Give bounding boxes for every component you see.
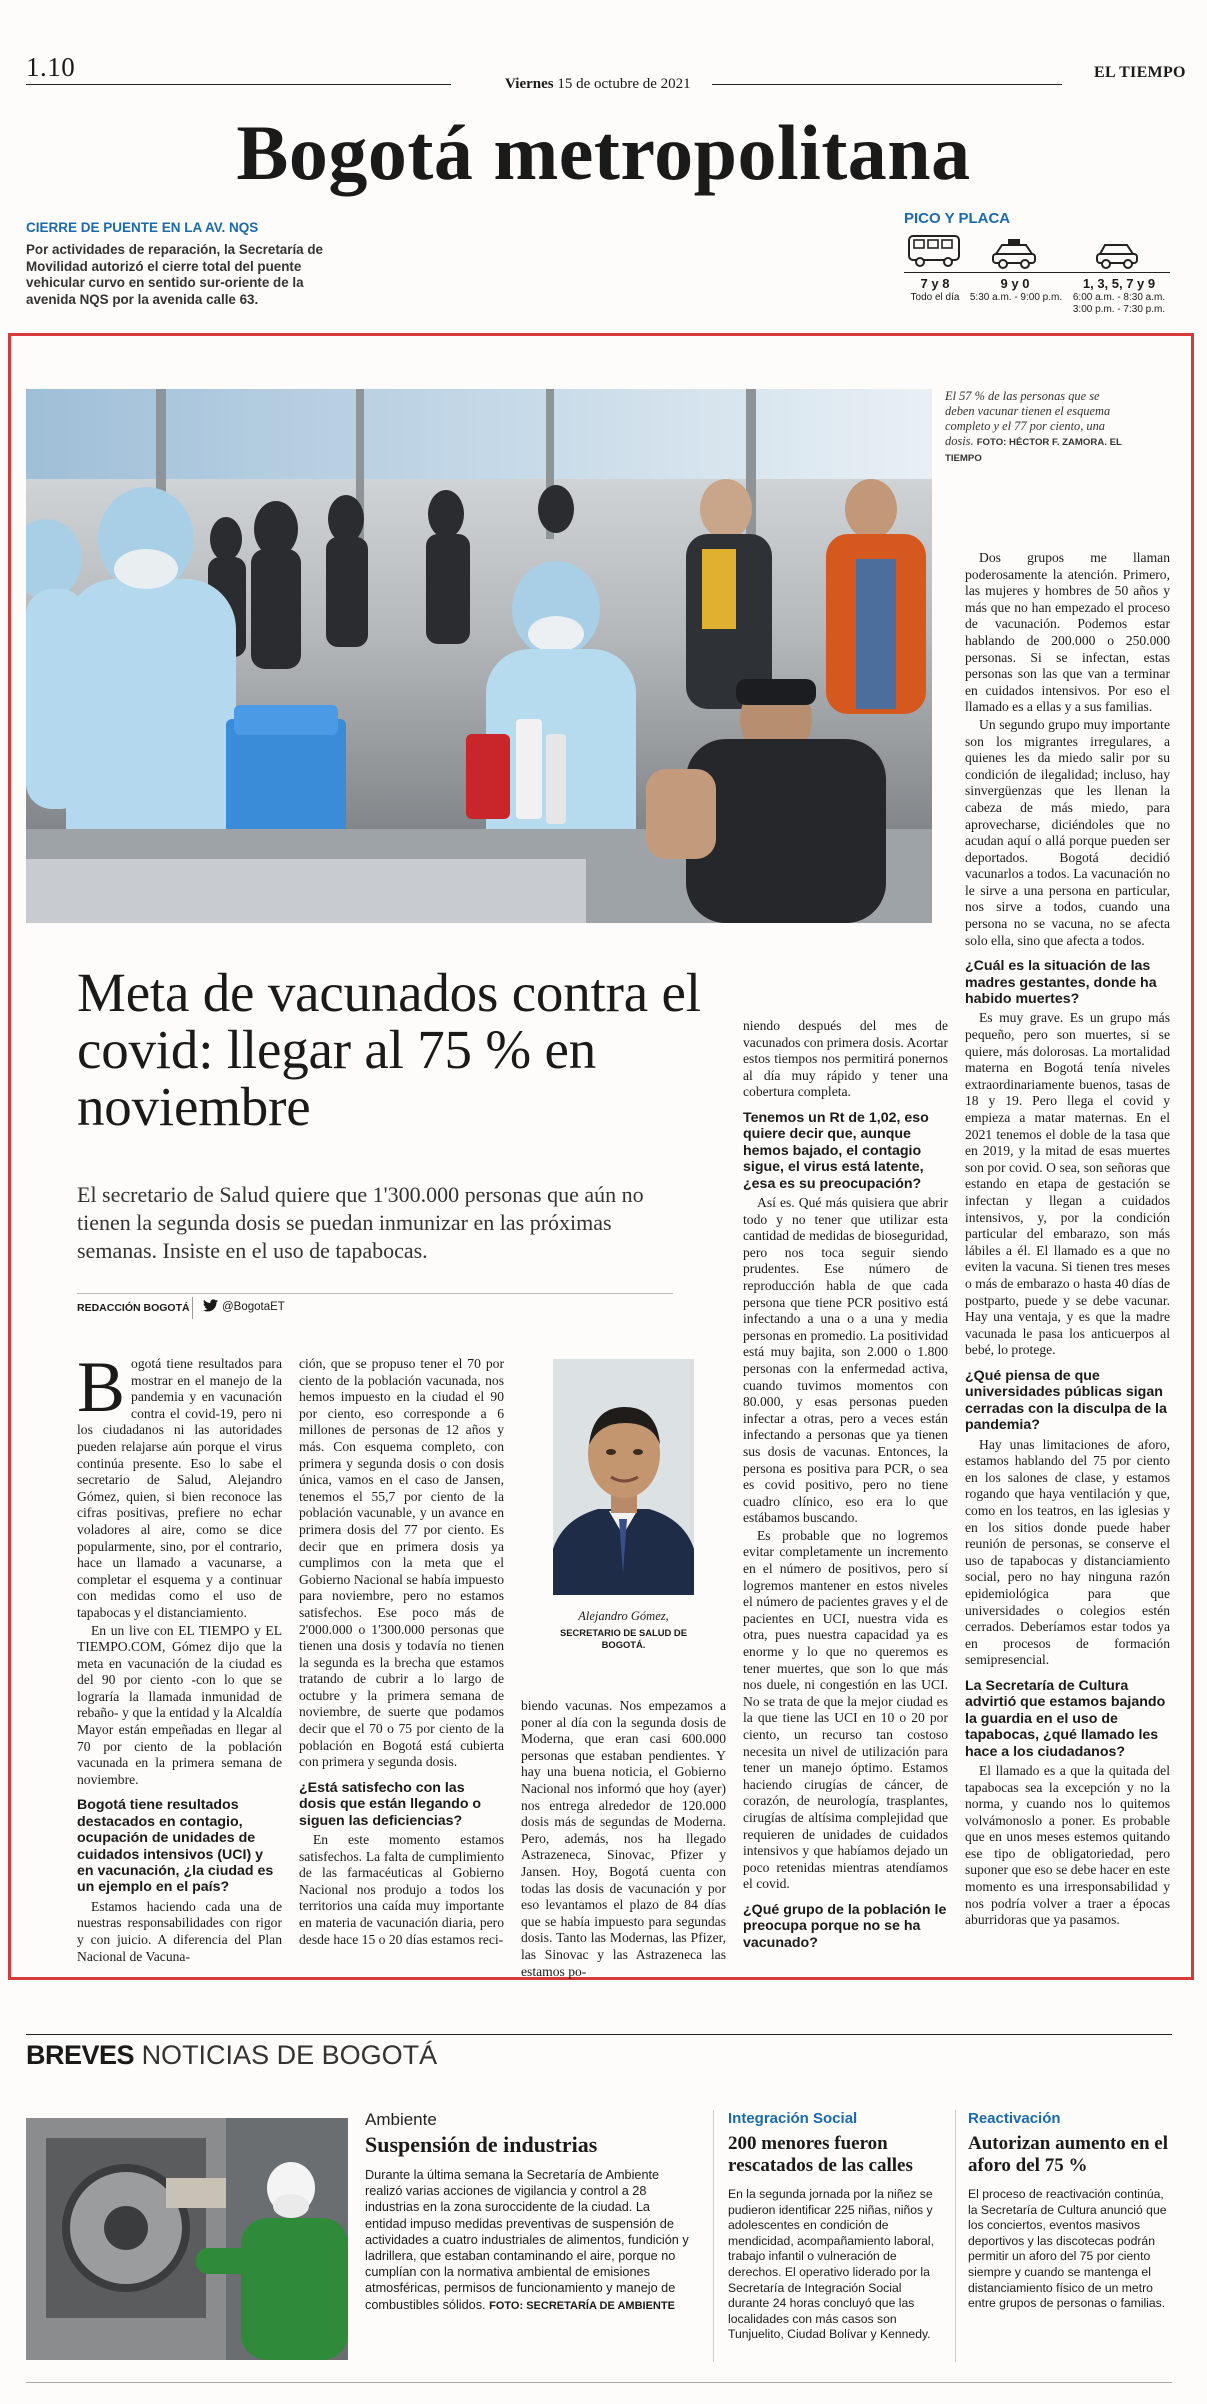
article-col-4	[743, 1018, 948, 1954]
brief-headline: CIERRE DE PUENTE EN LA AV. NQS	[26, 220, 259, 235]
page-number: 1.10	[26, 52, 76, 82]
question-2: ¿Está satisfecho con las dosis que están llegando o siguen las deficiencias?	[299, 1779, 482, 1829]
date-rest: 15 de octubre de 2021	[557, 76, 691, 92]
car-icon	[1094, 240, 1140, 275]
col4-p2: Así es. Qué más quisiera que abrir todo y no tener que utilizar esta cantidad de medidas de bioseguridad, pero nos toca seguir siendo prudentes. Ese número de reproducción habla de que cada persona que tiene PCR positivo está infectando a una o a una y media personas en promedio. La positividad está muy bajita, son 2.000 o 1.800 personas con la enfermedad activa, cuando tuvimos momentos con 80.000, y esas personas pueden infectar a otras, pero a veces están infectando a personas que ya tienen sus dosis de vacunas. Entonces, la persona es positiva para PCR, o sea es covid positivo, pero no tiene cuadro clínico, eso era lo que estábamos buscando.	[743, 1195, 948, 1526]
col1-p1: ogotá tiene resultados para mostrar en el manejo de la pandemia y en vacunación contra el covid-19, pero ni los ciudadanos ni las autoridades pueden relajarse aún porque el virus continúa presente. Eso lo sabe el secretario de Salud, Alejandro Gómez, quien, si bien reconoce las cifras positivas, prefiere no echar voladores al aire, como se dice popularmente, sino, por el contrario, hace un llamado a vacunarse, a completar el esquema y a continuar con medidas como el uso de tapabocas y el distanciamiento.	[77, 1356, 282, 1620]
col1-p3: Estamos haciendo cada una de nuestras responsabilidades con rigor y con juicio. A diferencia del Plan Nacional de Vacuna-	[77, 1898, 282, 1964]
pico-placa-title: PICO Y PLACA	[904, 210, 1011, 227]
pico-bus-hours: Todo el día	[910, 292, 960, 303]
question-5: ¿Cuál es la situación de las madres gestantes, donde ha habido muertes?	[965, 958, 1157, 1008]
article-col-5	[965, 550, 1170, 1930]
breve-3	[968, 2110, 1173, 2312]
newspaper-logo: EL TIEMPO	[1094, 64, 1186, 81]
breve-3-text: El proceso de reactivación continúa, la Secretaría de Cultura anunció que los conciertos, eventos masivos deportivos y las discotecas podrán permitir un aforo del 75 por ciento siempre y cuando se mantenga el distanciamiento físico de un metro entre grupos de personas o familias.	[968, 2187, 1167, 2311]
breve-1-text-block	[365, 2167, 695, 2314]
breve-2	[728, 2110, 941, 2343]
question-1: Bogotá tiene resultados destacados en contagio, ocupación de unidades de cuidados intensivos (UCI) y en vacunación, ¿la ciudad es un ejemplo en el país?	[77, 1797, 274, 1896]
brief-text: Por actividades de reparación, la Secretaría de Movilidad autorizó el cierre total del puente vehicular curvo en sentido sur-oriente de la avenida NQS por la avenida calle 63.	[26, 242, 323, 307]
col3-p1: biendo vacunas. Nos empezamos a poner al día con la segunda dosis de Moderna, que eran casi 600.000 personas que estaban pendientes. Y hay una buena noticia, el Gobierno Nacional nos informó que hoy (ayer) nos entrega alrededor de 120.000 dosis más de segundas de Moderna. Pero, además, nos ha llegado Astrazeneca, Sinovac, Pfizer y Jansen. Hoy, Bogotá cuenta con todas las dosis de vacunación y por eso levantamos el plazo de 84 días que se había impuesto para segundas dosis. Tanto las Modernas, las Pfizer, las Sinovac y las Astrazeneca las estamos po-	[521, 1698, 726, 1979]
masthead-date	[505, 76, 691, 93]
pico-taxi-plates: 9 y 0	[1000, 276, 1030, 291]
breve-1-headline: Suspensión de industrias	[365, 2132, 598, 2157]
col5-p2: Un segundo grupo muy importante son los migrantes irregulares, a quienes les da miedo salir por su condición de ilegalidad; incluso, hay sinvergüenzas que les llenan la cabeza de más miedo, para aprovecharse, diciéndoles que no acudan aquí o allá porque pueden ser deportados. Bogotá decidió vacunarlos a todos. La vacunación no le sirve a una persona en particular, nos sirve a todos, cuando una persona no se vacuna, no se afecta solo ella, sino que afecta a todos.	[965, 716, 1170, 948]
article-col-1	[77, 1347, 282, 1966]
question-7: La Secretaría de Cultura advirtió que estamos bajando la guardia en el uso de tapabocas, ¿qué llamado les hace a los ciudadanos?	[965, 1677, 1166, 1760]
breve-2-text: En la segunda jornada por la niñez se pudieron identificar 225 niñas, niños y adolescentes en condición de mendicidad, acompañamiento laboral, trabajo infantil o vulneración de derechos. El operativo liderado por la Secretaría de Integración Social durante 24 horas concluyó que las localidades con más casos son Tunjuelito, Ciudad Bolívar y Kennedy.	[728, 2187, 934, 2342]
article-headline: Meta de vacunados contra el covid: llegar al 75 % en noviembre	[77, 962, 701, 1137]
breves-divider-2	[955, 2110, 956, 2362]
article-subhead: El secretario de Salud quiere que 1'300.000 personas que aún no tienen la segunda dosis se puedan inmunizar en las próximas semanas. Insiste en el uso de tapabocas.	[77, 1182, 644, 1263]
pico-car-hours-2: 3:00 p.m. - 7:30 p.m.	[1072, 304, 1166, 315]
col1-p2: En un live con EL TIEMPO y EL TIEMPO.COM, Gómez dijo que la meta en vacunación de la ciudad es del 90 por ciento -con lo que se lograría la llamada inmunidad de rebaño- y que la entidad y la Alcaldía Mayor están empeñadas en llegar al 70 por ciento de la población vacunada en la primera semana de noviembre.	[77, 1622, 282, 1787]
question-4: ¿Qué grupo de la población le preocupa porque no se ha vacunado?	[743, 1901, 947, 1951]
pico-bus-plates: 7 y 8	[920, 276, 950, 291]
footer-rule	[26, 2382, 1172, 2383]
bus-icon	[906, 232, 962, 273]
question-3: Tenemos un Rt de 1,02, eso quiere decir que, aunque hemos bajado, el contagio sigue, el virus está latente, ¿esa es su preocupación?	[743, 1109, 929, 1192]
pico-taxi-hours: 5:30 a.m. - 9:00 p.m.	[969, 292, 1063, 303]
photo-credit: FOTO: HÉCTOR F. ZAMORA. EL TIEMPO	[945, 437, 1122, 464]
masthead-rule-right	[712, 84, 1062, 85]
pico-car-hours: 6:00 a.m. - 8:30 a.m.	[1072, 292, 1166, 303]
breves-label-light: NOTICIAS DE BOGOTÁ	[141, 2040, 438, 2070]
pico-car-plates: 1, 3, 5, 7 y 9	[1082, 276, 1156, 291]
breve-3-headline: Autorizan aumento en el aforo del 75 %	[968, 2133, 1169, 2176]
byline-rule	[77, 1293, 673, 1294]
taxi-icon	[990, 238, 1038, 275]
breve-1-kicker: Ambiente	[365, 2110, 437, 2129]
breves-label-bold: BREVES	[26, 2040, 135, 2070]
portrait-photo	[553, 1359, 694, 1595]
article-col-3	[521, 1698, 726, 1981]
portrait-caption-role: SECRETARIO DE SALUD DE BOGOTÁ.	[560, 1627, 687, 1650]
masthead-rule-left	[26, 84, 451, 85]
col2-p1: ción, que se propuso tener el 70 por ciento de la población vacunada, nos hemos impuesto en la ciudad el 90 por ciento, eso corresponde a 6 millones de personas de 12 años y más. Con esquema completo, con primera y segunda dosis o con dosis única, vamos en el caso de Jansen, tenemos el 55,7 por ciento de la población vacunable, y un avance en primera dosis del 77 por ciento. Es decir que en primera dosis ya cumplimos con la meta que el Gobierno Nacional se había impuesto para noviembre, pero no estamos satisfechos. Ese poco más de 2'000.000 o 1'300.000 personas que tienen una dosis y todavía no tienen la segunda es la brecha que estamos tratando de cubrir a lo largo de octubre y la primera semana de noviembre, de suerte que podamos decir que el 70 o 75 por ciento de la población en Bogotá está cubierta con primera y segunda dosis.	[299, 1356, 504, 1770]
col2-p2: En este momento estamos satisfechos. La falta de cumplimiento de las farmacéuticas al Gobierno Nacional nos produjo a todos los territorios una caída muy importante en materia de vacunación diaria, pero desde hace 15 o 20 días estamos reci-	[299, 1832, 504, 1947]
vaccination-photo	[26, 389, 932, 923]
drop-cap: B	[77, 1347, 126, 1427]
col5-p4: Hay unas limitaciones de aforo, estamos hablando del 75 por ciento en los salones de clase, y estamos rogando que haya ventilación y que, como en los teatros, en las iglesias y en los sitios donde puede haber reunión de personas, se conserve el uso de tapabocas y distanciamiento social, pero no hay ninguna razón epidemiológica para que universidades o colegios estén cerrados. Deberíamos estar todos ya en procesos de formación semipresencial.	[965, 1436, 1170, 1668]
twitter-handle: @BogotaET	[222, 1301, 285, 1313]
breve-1-text: Durante la última semana la Secretaría de Ambiente realizó varias acciones de vigilancia y control a 28 industrias en la zona suroccidente de la ciudad. La entidad impuso medidas preventivas de suspensión de actividades a cuatro industriales de alimentos, fundición y ladrillera, que estaban contaminando el aire, porque no cumplían con la normativa ambiental de emisiones atmosféricas, permisos de funcionamiento y manejo de combustibles sólidos.	[365, 2168, 689, 2312]
breve-2-headline: 200 menores fueron rescatados de las calles	[728, 2133, 913, 2176]
breve-1-credit: FOTO: SECRETARÍA DE AMBIENTE	[489, 2299, 675, 2312]
col5-p5: El llamado es a que la quitada del tapabocas sea la excepción y no la norma, y cuando nos lo quitemos volvámonoslo a poner. Es probable que en unos meses estemos quitando ese tipo de obligatoriedad, pero suponer que eso se debe hacer en este momento es una irresponsabilidad y nos podría volver a traer a épocas aburridoras que ya pasamos.	[965, 1762, 1170, 1928]
breve-photo	[26, 2118, 348, 2360]
breve-3-kicker: Reactivación	[968, 2110, 1061, 2127]
byline-divider	[192, 1297, 193, 1319]
breve-1	[365, 2110, 695, 2314]
breves-divider-1	[713, 2110, 714, 2362]
breve-2-kicker: Integración Social	[728, 2110, 858, 2127]
col5-p3: Es muy grave. Es un grupo más pequeño, pero son muertes, si se quiere, más dolorosas. La mortalidad materna en Bogotá tenía niveles extraordinariamente buenos, tasas de 18 y 19. Pero llega el covid y empieza a matar maternas. En el 2021 tenemos el doble de la tasa que en 2019, y la mitad de esas muertes son por covid. O sea, son señoras que estando en etapa de gestación se infectan y llegan a cuidados intensivos, y, por la condición particular del embarazo, son más lábiles a él. El llamado es a que no eviten la vacuna. Si tienen tres meses o más de embarazo o hasta 40 días de postparto, puede y se debe vacunar. Hay una ventaja, y es que la madre vacunada le pasa los anticuerpos al bebé, lo protege.	[965, 1010, 1170, 1358]
breves-rule	[26, 2034, 1172, 2035]
byline: REDACCIÓN BOGOTÁ	[77, 1302, 190, 1314]
col5-p1: Dos grupos me llaman poderosamente la atención. Primero, las mujeres y hombres de 50 años y más que no han empezado el proceso de vacunación. Podemos estar hablando de 200.000 o 250.000 personas. Si se infectan, estas personas son las que van a terminar en cuidados intensivos. Por eso el llamado es a ellas y a sus familias.	[965, 550, 1170, 715]
twitter-icon	[203, 1299, 218, 1317]
portrait-caption-name: Alejandro Gómez,	[578, 1609, 669, 1623]
date-day: Viernes	[505, 76, 554, 92]
col4-p3: Es probable que no logremos evitar completamente un incremento en el número de positivos, pero sí logremos mantener en estos niveles el número de pacientes graves y el de pacientes en UCI, nuestra vida es otra, pues nuestra capacidad ya es enorme y lo que no queremos es tener muertes, que son lo que más nos duele, ni congestión en las UCI. No se trata de que la mejor ciudad es la que tiene las UCI en 10 o 20 por ciento, un recurso tan costoso necesita un nivel de utilización para tener un manejo óptimo. Estamos haciendo cirugías de cáncer, de corazón, de neurología, trasplantes, cirugías de altísima complejidad que requieren de unidades de cuidados intensivos y que habíamos dejado un poco retenidas mientras atendíamos el covid.	[743, 1527, 948, 1892]
question-6: ¿Qué piensa de que universidades públicas sigan cerradas con la disculpa de la pandemia?	[965, 1367, 1167, 1434]
section-title: Bogotá metropolitana	[236, 109, 971, 196]
photo-caption-text: El 57 % de las personas que se deben vacunar tienen el esquema completo y el 77 por ciento, una dosis.	[945, 389, 1111, 448]
photo-caption	[945, 389, 1125, 466]
col4-p1: niendo después del mes de vacunados con primera dosis. Acortar estos tiempos nos permitirá ponernos al día muy rápido y tener una cobertura completa.	[743, 1018, 948, 1100]
breves-header	[26, 2040, 437, 2071]
article-col-2	[299, 1356, 504, 1949]
